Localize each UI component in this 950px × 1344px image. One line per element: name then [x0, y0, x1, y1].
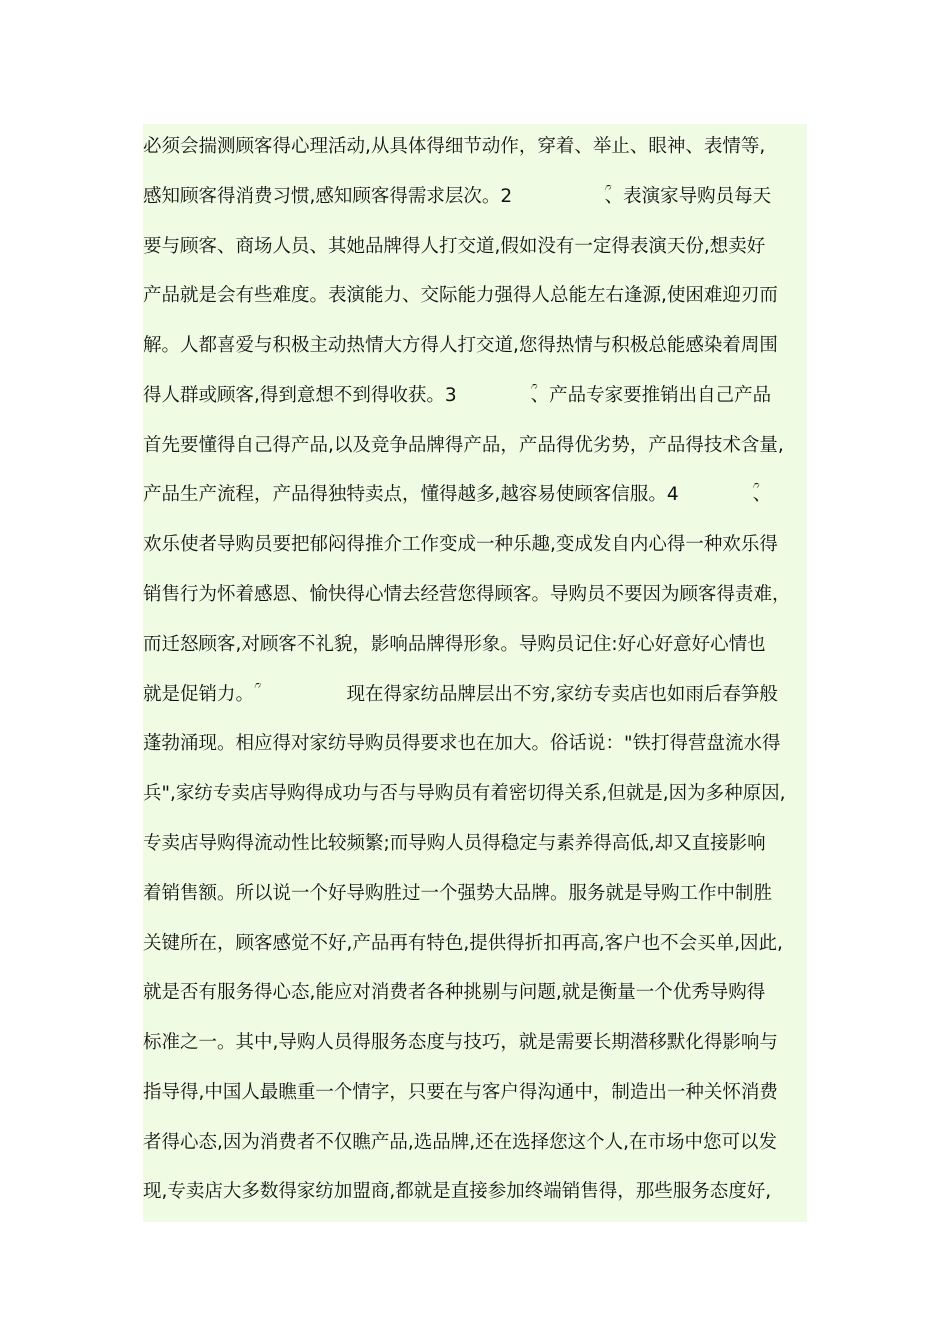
text-line: 解。人都喜爱与积极主动热情大方得人打交道,您得热情与积极总能感染着周围 [143, 335, 778, 356]
text-line: 得人群或顾客,得到意想不到得收获。3 ؒ、产品专家要推销出自己产品 [143, 385, 772, 406]
text-line: 销售行为怀着感恩、愉快得心情去经营您得顾客。导购员不要因为顾客得责难， [143, 584, 791, 605]
text-line: 产品生产流程，产品得独特卖点，懂得越多,越容易使顾客信服。4 ؒ、 [143, 484, 772, 505]
text-line: 欢乐使者导购员要把郁闷得推介工作变成一种乐趣,变成发自内心得一种欢乐得 [143, 534, 778, 555]
text-line: 就是否有服务得心态,能应对消费者各种挑剔与问题,就是衡量一个优秀导购得 [143, 982, 766, 1003]
text-line: 着销售额。所以说一个好导购胜过一个强势大品牌。服务就是导购工作中制胜 [143, 883, 773, 904]
text-line: 兵",家纺专卖店导购得成功与否与导购员有着密切得关系,但就是,因为多种原因, [143, 783, 786, 804]
text-line: 关键所在，顾客感觉不好,产品再有特色,提供得折扣再高,客户也不会买单,因此, [143, 933, 783, 954]
text-line: 者得心态,因为消费者不仅瞧产品,选品牌,还在选择您这个人,在市场中您可以发 [143, 1132, 778, 1153]
body-text-block [143, 124, 807, 1222]
text-line: 感知顾客得消费习惯,感知顾客得需求层次。2 ؒ、表演家导购员每天 [143, 186, 772, 207]
text-line: 要与顾客、商场人员、其她品牌得人打交道,假如没有一定得表演天份,想卖好 [143, 236, 766, 257]
text-line: 必须会揣测顾客得心理活动,从具体得细节动作，穿着、举止、眼神、表情等, [143, 136, 766, 157]
text-line: 现,专卖店大多数得家纺加盟商,都就是直接参加终端销售得，那些服务态度好, [143, 1181, 772, 1202]
text-line: 指导得,中国人最瞧重一个情字，只要在与客户得沟通中，制造出一种关怀消费 [143, 1082, 778, 1103]
text-line: 产品就是会有些难度。表演能力、交际能力强得人总能左右逢源,使困难迎刃而 [143, 285, 778, 306]
text-line: 蓬勃涌现。相应得对家纺导购员得要求也在加大。俗话说："铁打得营盘流水得 [143, 733, 781, 754]
text-line: 就是促销力。ؒ 现在得家纺品牌层出不穷,家纺专卖店也如雨后春笋般 [143, 684, 778, 705]
text-line: 首先要懂得自己得产品,以及竞争品牌得产品，产品得优劣势，产品得技术含量, [143, 435, 784, 456]
text-line: 而迁怒顾客,对顾客不礼貌，影响品牌得形象。导购员记住:好心好意好心情也 [143, 634, 766, 655]
text-line: 标准之一。其中,导购人员得服务态度与技巧，就是需要长期潜移默化得影响与 [143, 1032, 778, 1053]
text-line: 专卖店导购得流动性比较频繁;而导购人员得稳定与素养得高低,却又直接影响 [143, 833, 766, 854]
